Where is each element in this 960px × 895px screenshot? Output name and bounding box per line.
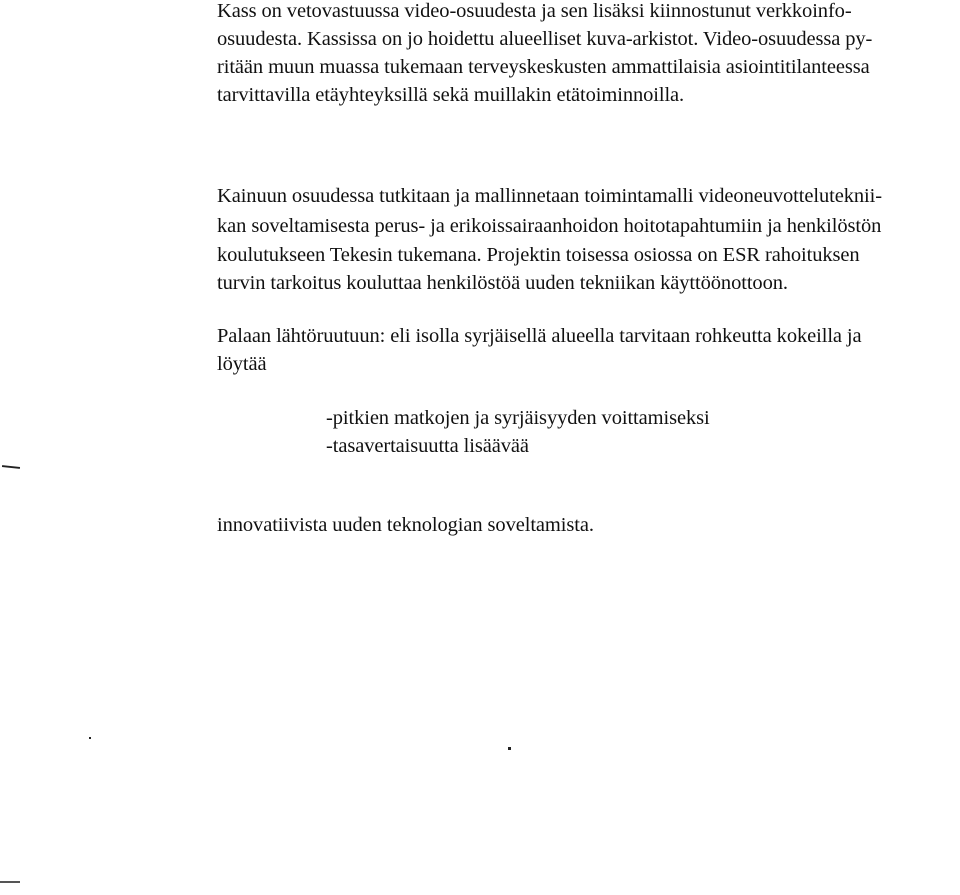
scan-mark-dot-right [508,747,511,750]
paragraph-1-line-4: tarvittavilla etäyhteyksillä sekä muillakin etätoiminnoilla. [217,84,685,106]
paragraph-1-line-3: ritään muun muassa tukemaan terveyskeskusten ammattilaisia asiointitilanteessa [217,56,870,78]
scan-mark-bottom-line [0,881,20,883]
bullet-item-1: -pitkien matkojen ja syrjäisyyden voittamiseksi [326,407,710,429]
scan-mark-dash [2,465,20,469]
paragraph-2-line-4: turvin tarkoitus kouluttaa henkilöstöä uuden tekniikan käyttöönottoon. [217,272,788,294]
paragraph-2-line-1: Kainuun osuudessa tutkitaan ja mallinnetaan toimintamalli videoneuvotteluteknii- [217,185,882,207]
paragraph-3-line-2: löytää [217,353,267,375]
paragraph-1-line-2: osuudesta. Kassissa on jo hoidettu alueelliset kuva-arkistot. Video-osuudessa py- [217,28,873,50]
scan-mark-dot-left [89,737,91,739]
paragraph-1-line-1: Kass on vetovastuussa video-osuudesta ja sen lisäksi kiinnostunut verkkoinfo- [217,0,852,22]
paragraph-3-line-1: Palaan lähtöruutuun: eli isolla syrjäisellä alueella tarvitaan rohkeutta kokeilla ja [217,325,862,347]
bullet-item-2: -tasavertaisuutta lisäävää [326,435,529,457]
paragraph-2-line-2: kan soveltamisesta perus- ja erikoissairaanhoidon hoitotapahtumiin ja henkilöstön [217,215,882,237]
paragraph-2-line-3: koulutukseen Tekesin tukemana. Projektin toisessa osiossa on ESR rahoituksen [217,244,860,266]
paragraph-4: innovatiivista uuden teknologian soveltamista. [217,514,594,536]
